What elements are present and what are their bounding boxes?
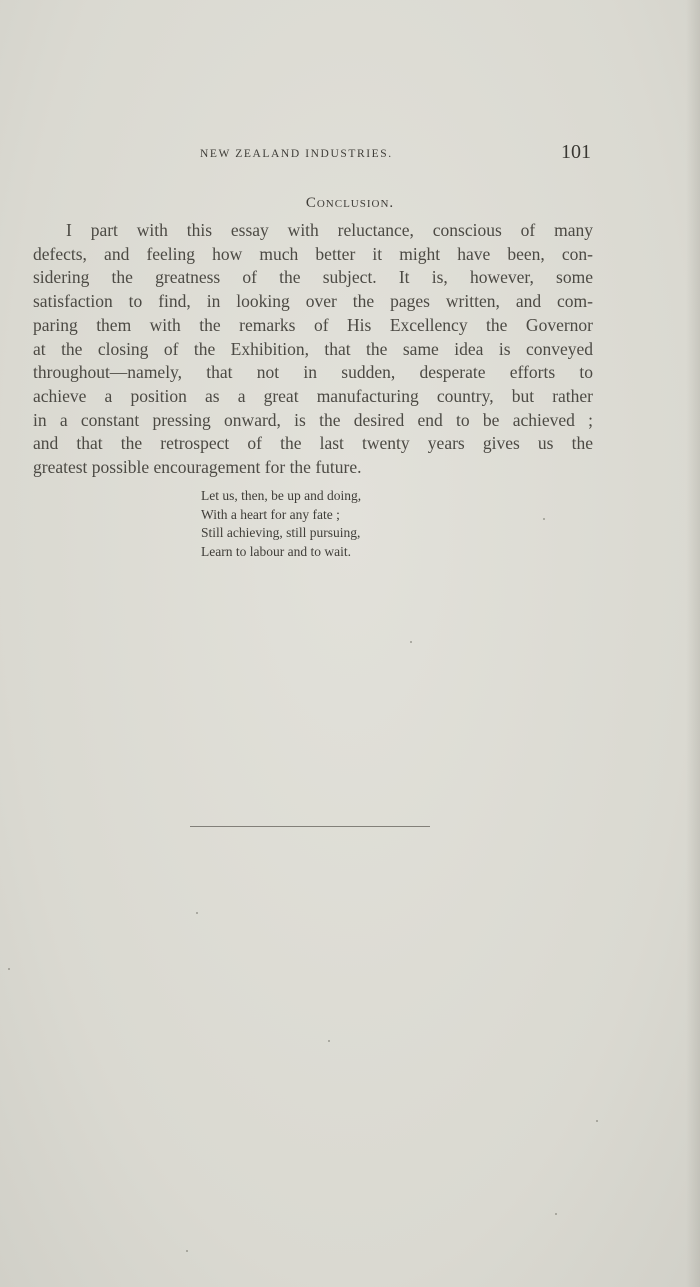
paper-speck xyxy=(328,1040,330,1042)
paragraph-line: sidering the greatness of the subject. It is, however, some xyxy=(33,267,593,288)
paragraph-line: satisfaction to find, in looking over the pages written, and com- xyxy=(33,291,593,312)
paragraph-line: I part with this essay with reluctance, conscious of many xyxy=(66,220,593,240)
poem-verse: With a heart for any fate ; xyxy=(201,506,340,522)
paragraph-line: in a constant pressing onward, is the desired end to be achieved ; xyxy=(33,409,593,430)
poem-verse: Learn to labour and to wait. xyxy=(201,543,351,559)
page-number: 101 xyxy=(561,141,591,163)
paragraph-line: paring them with the remarks of His Excellency the Governor xyxy=(33,314,593,335)
paragraph-line: achieve a position as a great manufacturing country, but rather xyxy=(33,385,593,406)
paragraph-line: throughout—namely, that not in sudden, desperate efforts to xyxy=(33,362,593,383)
paper-speck xyxy=(543,518,545,520)
poem-quotation xyxy=(201,487,361,561)
paper-speck xyxy=(186,1250,188,1252)
paper-speck xyxy=(8,968,10,970)
poem-verse: Let us, then, be up and doing, xyxy=(201,488,362,503)
poem-verse: Still achieving, still pursuing, xyxy=(201,525,361,540)
paper-speck xyxy=(196,912,198,914)
end-rule xyxy=(190,826,430,827)
paragraph-line: greatest possible encouragement for the future. xyxy=(33,457,362,478)
paragraph-line: at the closing of the Exhibition, that the same idea is conveyed xyxy=(33,338,593,359)
running-title: NEW ZEALAND INDUSTRIES. xyxy=(200,148,393,160)
page-edge-shadow xyxy=(686,0,700,1287)
paragraph-line: defects, and feeling how much better it might have been, con- xyxy=(33,243,593,264)
paper-speck xyxy=(596,1120,598,1122)
paragraph-line: and that the retrospect of the last twenty years gives us the xyxy=(33,433,593,454)
paper-speck xyxy=(410,641,412,643)
body-paragraph xyxy=(33,219,593,480)
section-heading: Conclusion. xyxy=(305,195,395,211)
paper-speck xyxy=(555,1213,557,1215)
